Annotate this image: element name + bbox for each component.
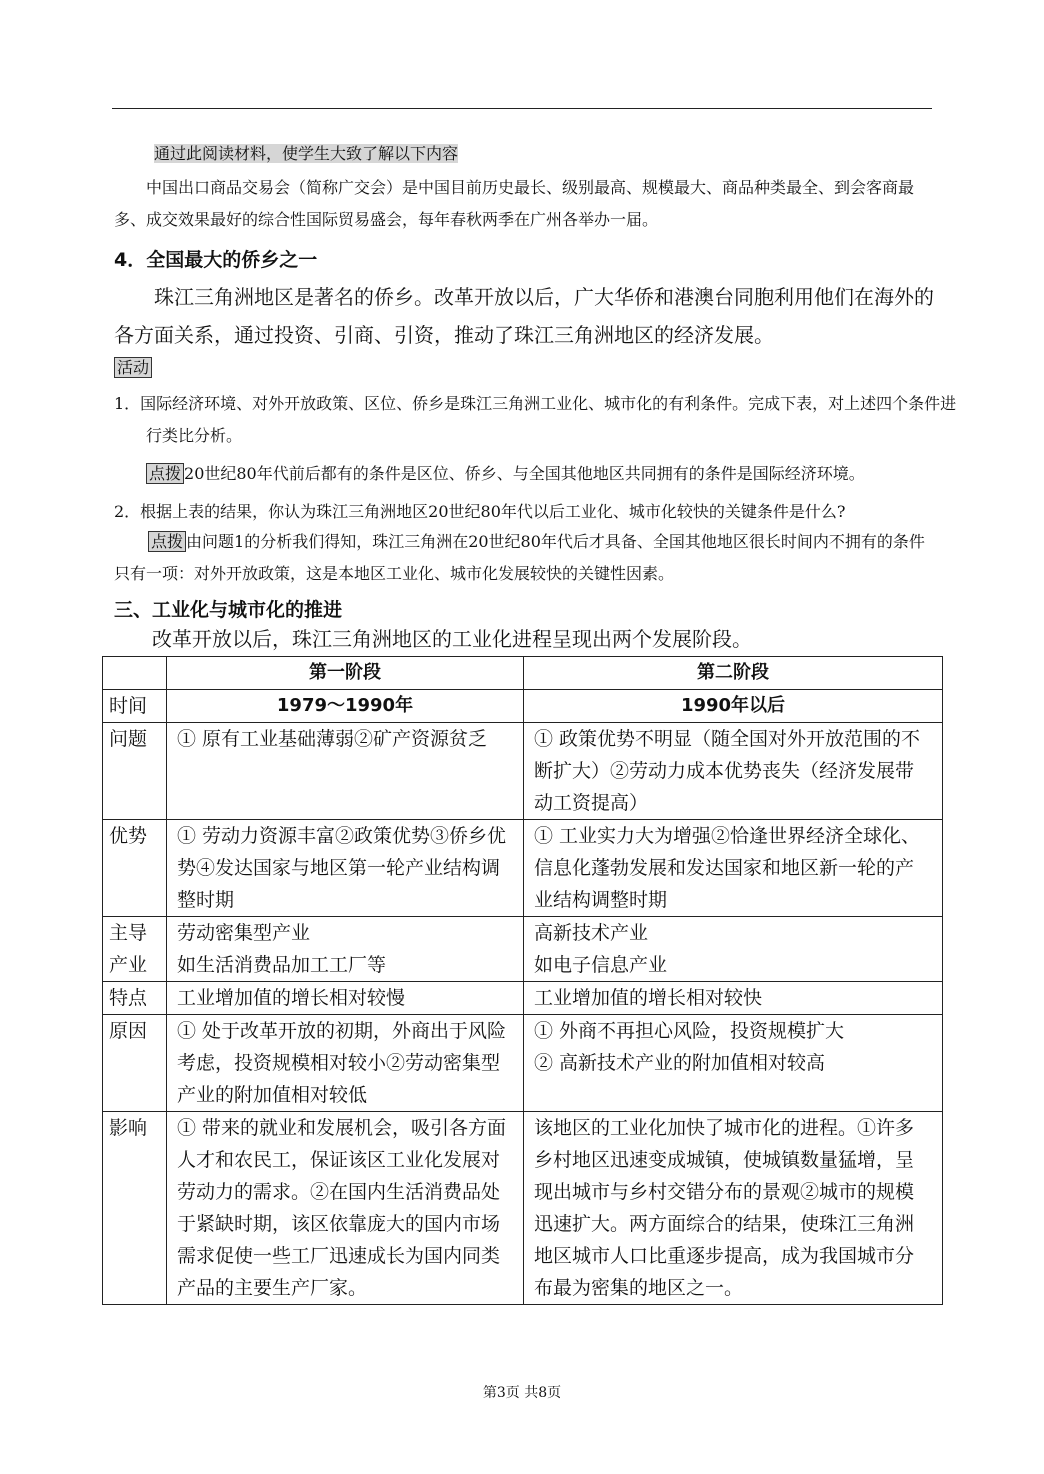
- page-footer: 第3页 共8页: [482, 1385, 562, 1401]
- stage2-cell: ① 工业实力大为增强②恰逢世界经济全球化、信息化蓬勃发展和发达国家和地区新一轮的产业结构调整时期: [524, 820, 943, 917]
- stage1-cell: 工业增加值的增长相对较慢: [167, 982, 524, 1015]
- section4-heading: 4．全国最大的侨乡之一: [114, 249, 318, 271]
- stage2-cell: ① 外商不再担心风险，投资规模扩大 ② 高新技术产业的附加值相对较高: [524, 1015, 943, 1112]
- reading-intro: 通过此阅读材料，使学生大致了解以下内容: [154, 144, 459, 163]
- table-header-row: [103, 657, 943, 690]
- table-row-problems: [103, 723, 943, 820]
- table-header-blank: [103, 657, 167, 690]
- table-row-reasons: [103, 1015, 943, 1112]
- table-row-time: [103, 690, 943, 723]
- section3-intro: 改革开放以后，珠江三角洲地区的工业化进程呈现出两个发展阶段。: [152, 627, 752, 651]
- row-label: 特点: [103, 982, 167, 1015]
- stage1-cell: 1979～1990年: [167, 690, 524, 723]
- hint-1-text: 20世纪80年代前后都有的条件是区位、侨乡、与全国其他地区共同拥有的条件是国际经济环境。: [184, 464, 865, 483]
- stage2-cell: 工业增加值的增长相对较快: [524, 982, 943, 1015]
- stage1-cell: 劳动密集型产业 如生活消费品加工工厂等: [167, 917, 524, 982]
- table-header-stage2: 第二阶段: [524, 657, 943, 690]
- stage1-cell: ① 带来的就业和发展机会，吸引各方面人才和农民工，保证该区工业化发展对劳动力的需求。②在国内生活消费品处于紧缺时期，该区依靠庞大的国内市场需求促使一些工厂迅速成长为国内同类产品的主要生产厂家。: [167, 1112, 524, 1305]
- stage2-cell: 该地区的工业化加快了城市化的进程。①许多乡村地区迅速变成城镇，使城镇数量猛增，呈现出城市与乡村交错分布的景观②城市的规模迅速扩大。两方面综合的结果，使珠江三角洲地区城市人口比重逐步提高，成为我国城市分布最为密集的地区之一。: [524, 1112, 943, 1305]
- stage1-cell: ① 劳动力资源丰富②政策优势③侨乡优势④发达国家与地区第一轮产业结构调整时期: [167, 820, 524, 917]
- section4-body: 珠江三角洲地区是著名的侨乡。改革开放以后，广大华侨和港澳台同胞利用他们在海外的各方面关系，通过投资、引商、引资，推动了珠江三角洲地区的经济发展。: [114, 285, 934, 347]
- stage2-cell: ① 政策优势不明显（随全国对外开放范围的不断扩大）②劳动力成本优势丧失（经济发展带动工资提高）: [524, 723, 943, 820]
- row-label: 问题: [103, 723, 167, 820]
- stage2-cell: 1990年以后: [524, 690, 943, 723]
- activity-label: 活动: [114, 357, 152, 378]
- table-header-stage1: 第一阶段: [167, 657, 524, 690]
- row-label: 原因: [103, 1015, 167, 1112]
- table-row-advantages: [103, 820, 943, 917]
- table-row-impacts: [103, 1112, 943, 1305]
- stage2-cell: 高新技术产业 如电子信息产业: [524, 917, 943, 982]
- activity-label-line: [114, 352, 934, 384]
- row-label: 主导 产业: [103, 917, 167, 982]
- activity-question-1: 1．国际经济环境、对外开放政策、区位、侨乡是珠江三角洲工业化、城市化的有利条件。完成下表，对上述四个条件进行类比分析。: [114, 394, 957, 445]
- row-label: 时间: [103, 690, 167, 723]
- industrialization-stages-table: [102, 656, 943, 1305]
- hint-label-2: 点拨: [148, 531, 186, 552]
- header-rule: [112, 108, 932, 109]
- hint-2: [114, 526, 934, 590]
- canton-fair-text: 中国出口商品交易会（简称广交会）是中国目前历史最长、级别最高、规模最大、商品种类最全、到会客商最多、成交效果最好的综合性国际贸易盛会，每年春秋两季在广州各举办一届。: [114, 178, 915, 229]
- stage1-cell: ① 处于改革开放的初期，外商出于风险考虑，投资规模相对较小②劳动密集型产业的附加值相对较低: [167, 1015, 524, 1112]
- hint-label-1: 点拨: [146, 463, 184, 484]
- stage1-cell: ① 原有工业基础薄弱②矿产资源贫乏: [167, 723, 524, 820]
- hint-2-text: 由问题1的分析我们得知，珠江三角洲在20世纪80年代后才具备、全国其他地区很长时间内不拥有的条件只有一项：对外开放政策，这是本地区工业化、城市化发展较快的关键性因素。: [114, 532, 925, 583]
- row-label: 优势: [103, 820, 167, 917]
- table-row-features: [103, 982, 943, 1015]
- row-label: 影响: [103, 1112, 167, 1305]
- hint-1: [114, 458, 934, 490]
- section3-heading: 三、工业化与城市化的推进: [114, 599, 343, 621]
- table-row-leading-industry: [103, 917, 943, 982]
- activity-question-2: 2．根据上表的结果，你认为珠江三角洲地区20世纪80年代以后工业化、城市化较快的关键条件是什么?: [114, 502, 846, 521]
